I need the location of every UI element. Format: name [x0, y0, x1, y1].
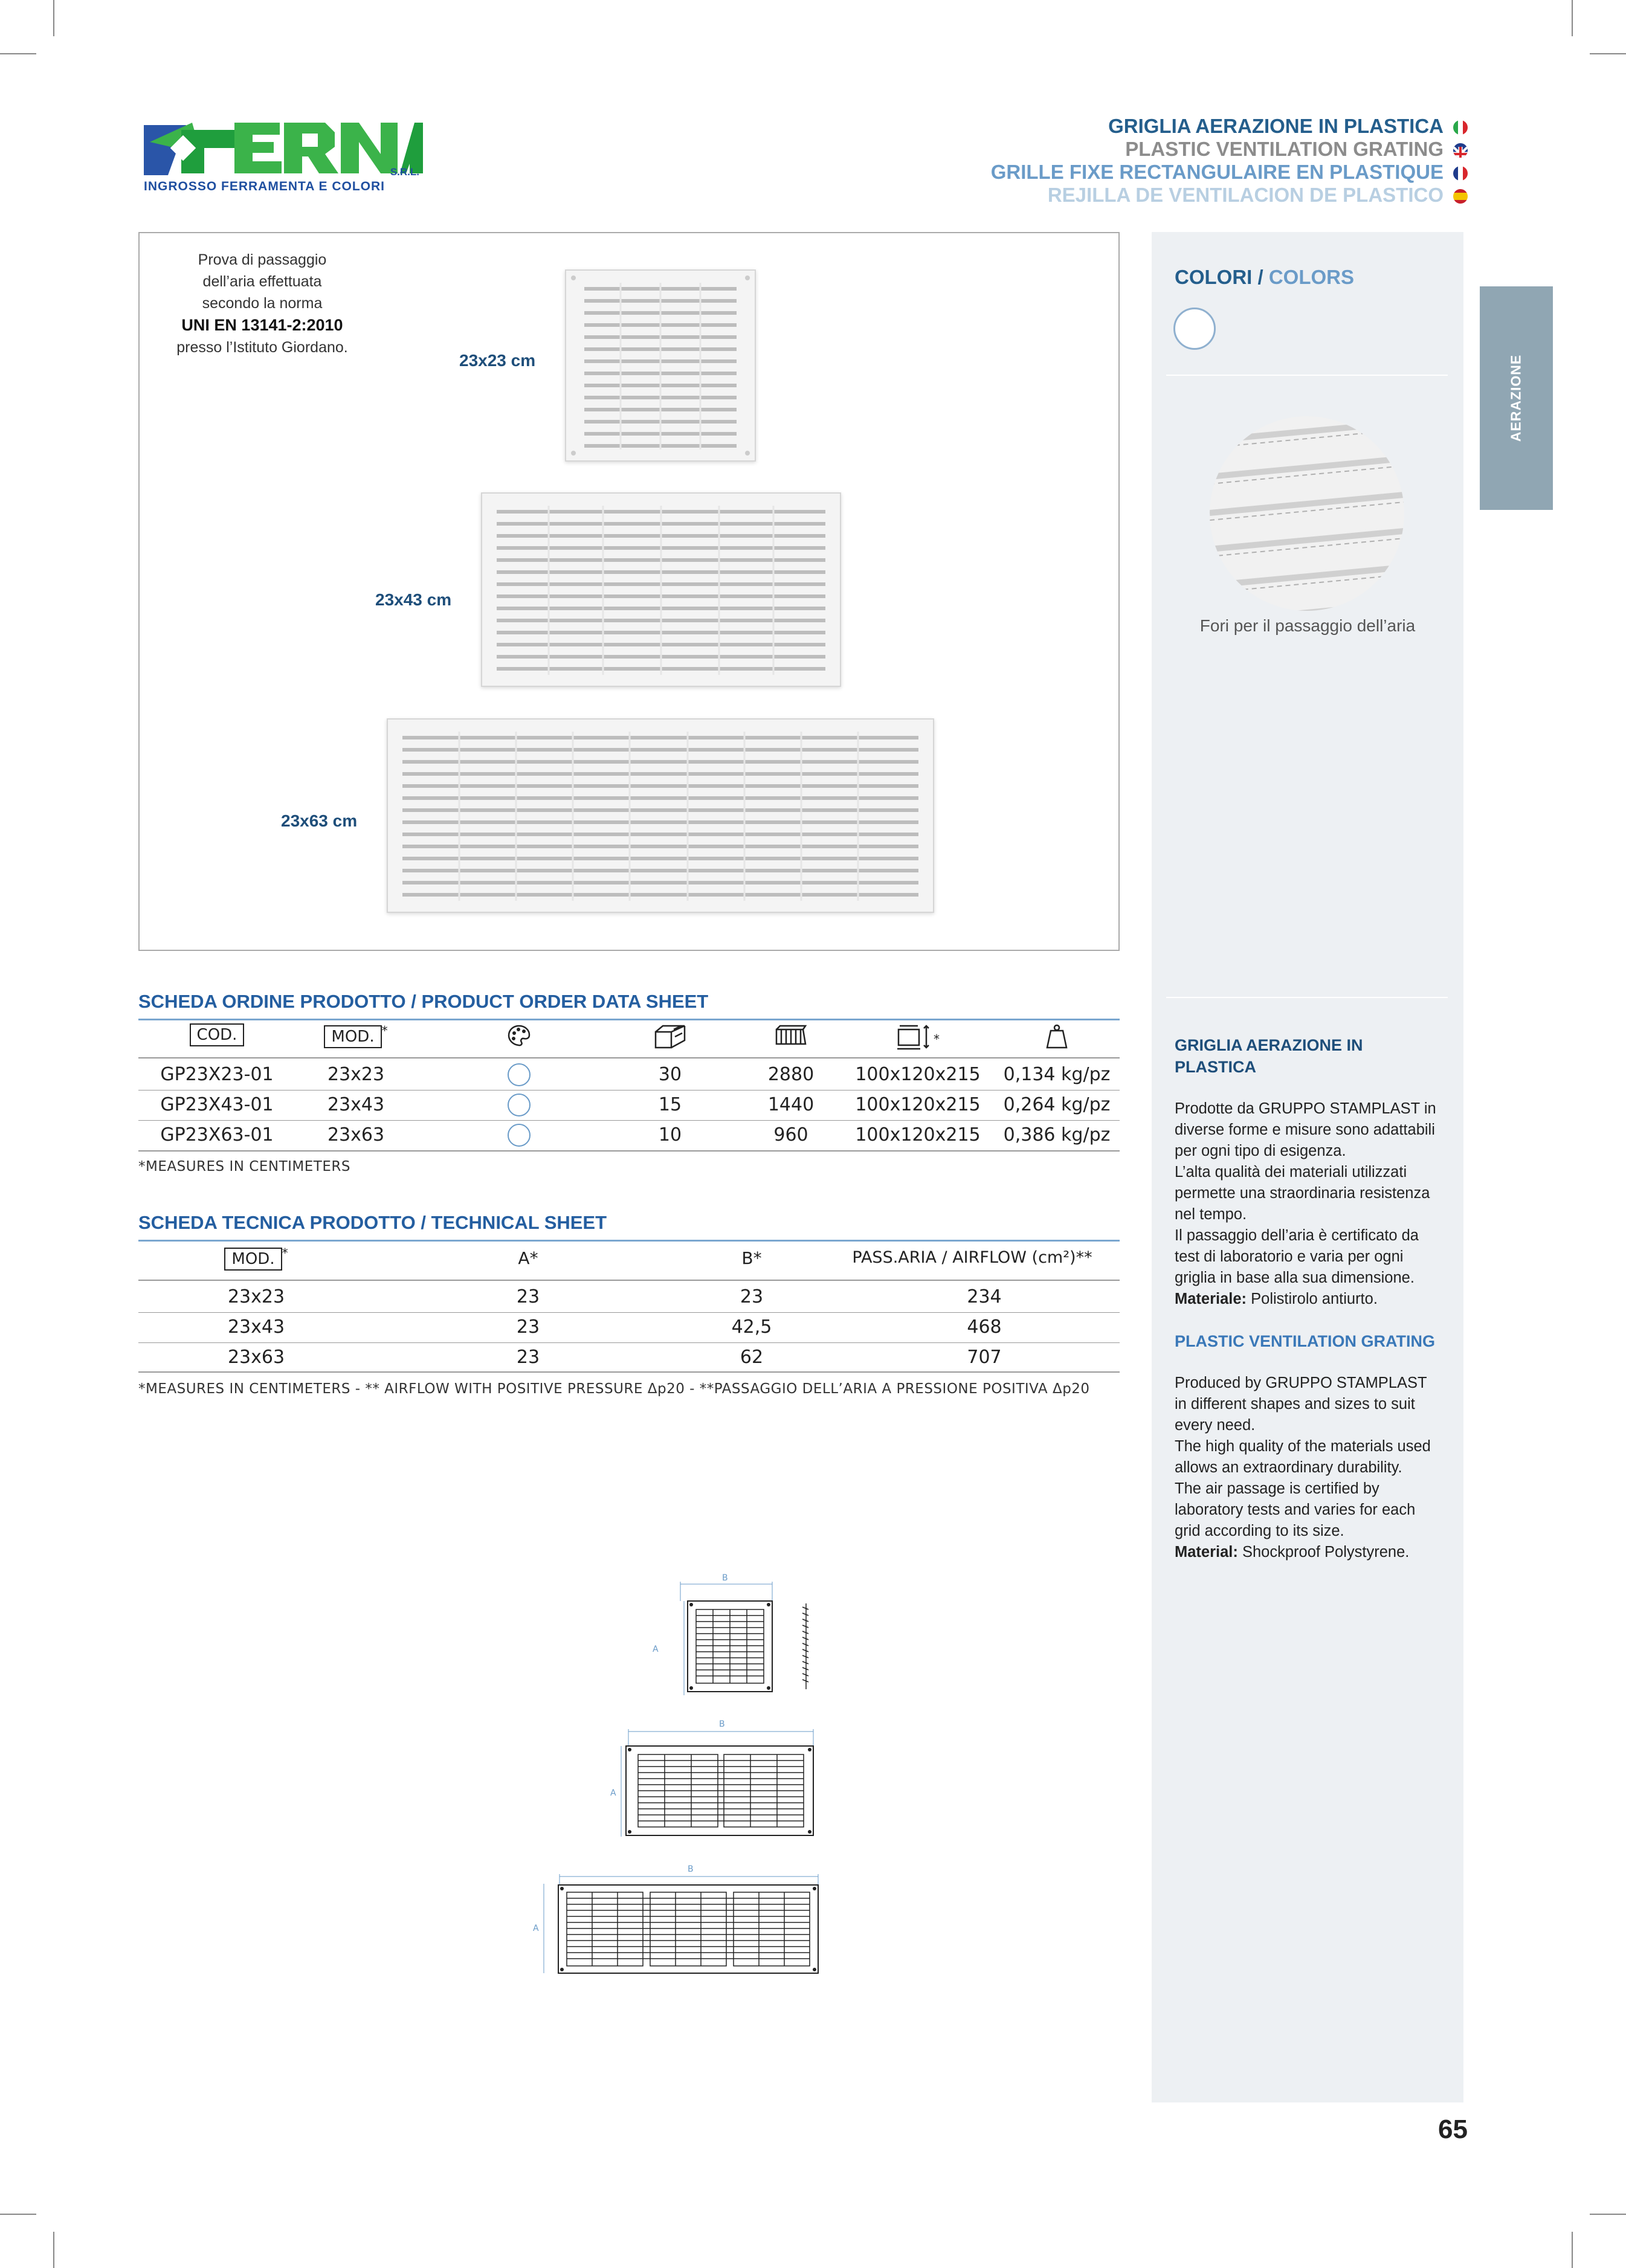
size-label-23x63: 23x63 cm	[281, 811, 358, 830]
order-rule-top	[138, 1019, 1120, 1020]
norm-reference: UNI EN 13141-2:2010	[181, 316, 343, 334]
flag-fr-icon	[1453, 166, 1468, 181]
color-swatch-white[interactable]	[1173, 308, 1216, 350]
row-divider	[138, 1120, 1120, 1121]
tech-footnote: *MEASURES IN CENTIMETERS - ** AIRFLOW WITH POSITIVE PRESSURE Δp20 - **PASSAGGIO DELL’ARIA A PRESSIONE POSITIVA Δp20	[138, 1381, 1090, 1397]
product-titles	[991, 115, 1468, 207]
col-airflow: PASS.ARIA / AIRFLOW (cm²)**	[852, 1248, 1092, 1267]
row-divider	[138, 1090, 1120, 1091]
title-es: REJILLA DE VENTILACION DE PLASTICO	[991, 184, 1468, 207]
colors-heading: COLORI / COLORS	[1175, 266, 1355, 288]
title-it: GRIGLIA AERAZIONE IN PLASTICA	[991, 115, 1468, 138]
table-row: GP23X23-01 23x23 30 2880 100x120x215 0,134 kg/pz	[160, 1064, 1111, 1085]
grille-photo-23x63	[387, 718, 934, 913]
title-en: PLASTIC VENTILATION GRATING	[991, 138, 1468, 161]
sidebar-divider-2	[1166, 997, 1448, 998]
color-dot-white	[508, 1063, 531, 1086]
tech-header-row: MOD. * A* B* PASS.ARIA / AIRFLOW (cm²)**	[138, 1245, 1120, 1271]
order-rule-bottom	[138, 1150, 1120, 1152]
dim-b-label: B	[719, 1719, 725, 1729]
logo-srl: S.R.L.	[390, 166, 419, 178]
dim-b-label: B	[688, 1864, 694, 1874]
row-divider	[138, 1342, 1120, 1343]
it-description: Prodotte da GRUPPO STAMPLAST in diverse forme e misure sono adattabili per ogni tipo di esigenza. L’alta qualità dei materiali utilizzati permette una straordinaria resistenza nel tempo. Il passaggio dell’aria è certificato da test di laboratorio e varia per ogni griglia in base alla sua dimensione. Materiale: Polistirolo antiurto.	[1175, 1100, 1436, 1307]
flag-gb-icon	[1453, 143, 1468, 158]
drawing-23x23	[653, 1573, 822, 1704]
dim-b-label: B	[722, 1573, 728, 1583]
table-row: GP23X63-01 23x63 10 960 100x120x215 0,386 kg/pz	[160, 1124, 1111, 1145]
order-rule-head	[138, 1057, 1120, 1058]
test-note: Prova di passaggio dell’aria effettuata secondo la norma UNI EN 13141-2:2010 presso l’Istituto Giordano.	[176, 251, 348, 356]
col-b: B*	[741, 1248, 762, 1268]
size-label-23x43: 23x43 cm	[375, 590, 452, 609]
it-heading: GRIGLIA AERAZIONE IN PLASTICA	[1175, 1036, 1363, 1076]
dimensions-icon: *	[833, 1023, 1002, 1055]
flag-es-icon	[1453, 189, 1468, 204]
order-sheet-title: SCHEDA ORDINE PRODOTTO / PRODUCT ORDER DATA SHEET	[138, 991, 709, 1012]
zoom-caption: Fori per il passaggio dell’aria	[1199, 616, 1416, 635]
pallet-icon	[743, 1023, 839, 1054]
logo-mark	[144, 118, 423, 178]
color-dot-white	[508, 1124, 531, 1147]
grille-photo-23x43	[481, 492, 841, 687]
tech-rule-head	[138, 1280, 1120, 1281]
section-tab: AERAZIONE	[1480, 286, 1553, 510]
box-icon	[622, 1023, 718, 1054]
drawing-23x63	[532, 1861, 822, 1982]
sidebar-divider	[1166, 375, 1448, 376]
color-dot-white	[508, 1094, 531, 1116]
dim-a-label: A	[533, 1924, 539, 1933]
table-row: 23x63 23 62 707	[227, 1347, 1002, 1368]
order-header-row: COD. MOD. * *	[138, 1023, 1120, 1050]
logo-tagline: INGROSSO FERRAMENTA E COLORI	[144, 179, 386, 193]
dim-a-label: A	[653, 1645, 659, 1654]
grille-photo-23x23	[565, 269, 756, 462]
col-cod: COD.	[190, 1023, 245, 1046]
tech-rule-bottom	[138, 1371, 1120, 1373]
col-mod: MOD.	[324, 1025, 381, 1048]
col-a: A*	[518, 1248, 538, 1268]
order-footnote: *MEASURES IN CENTIMETERS	[138, 1159, 350, 1174]
tech-sheet-title: SCHEDA TECNICA PRODOTTO / TECHNICAL SHEET	[138, 1212, 607, 1233]
table-row: 23x23 23 23 234	[227, 1286, 1002, 1307]
tech-rule-top	[138, 1240, 1120, 1242]
table-row: 23x43 23 42,5 468	[227, 1316, 1002, 1338]
title-fr: GRILLE FIXE RECTANGULAIRE EN PLASTIQUE	[991, 161, 1468, 184]
palette-icon	[465, 1023, 573, 1052]
flag-it-icon	[1453, 120, 1468, 135]
drawing-23x43	[604, 1716, 822, 1843]
en-description: Produced by GRUPPO STAMPLAST in different shapes and sizes to suit every need. The high quality of the materials used allows an extraordinary durability. The air passage is certified by laboratory tests and varies for each grid according to its size. Material: Shockproof Polystyrene.	[1175, 1374, 1431, 1561]
weight-icon	[996, 1023, 1117, 1055]
brand-logo	[144, 118, 423, 196]
row-divider	[138, 1312, 1120, 1313]
detail-zoom-image	[1210, 416, 1404, 611]
en-heading: PLASTIC VENTILATION GRATING	[1175, 1332, 1435, 1350]
table-row: GP23X43-01 23x43 15 1440 100x120x215 0,264 kg/pz	[160, 1094, 1111, 1115]
page-number: 65	[1438, 2115, 1468, 2144]
col-mod: MOD.	[224, 1248, 282, 1271]
dim-a-label: A	[610, 1788, 616, 1798]
size-label-23x23: 23x23 cm	[459, 351, 536, 370]
